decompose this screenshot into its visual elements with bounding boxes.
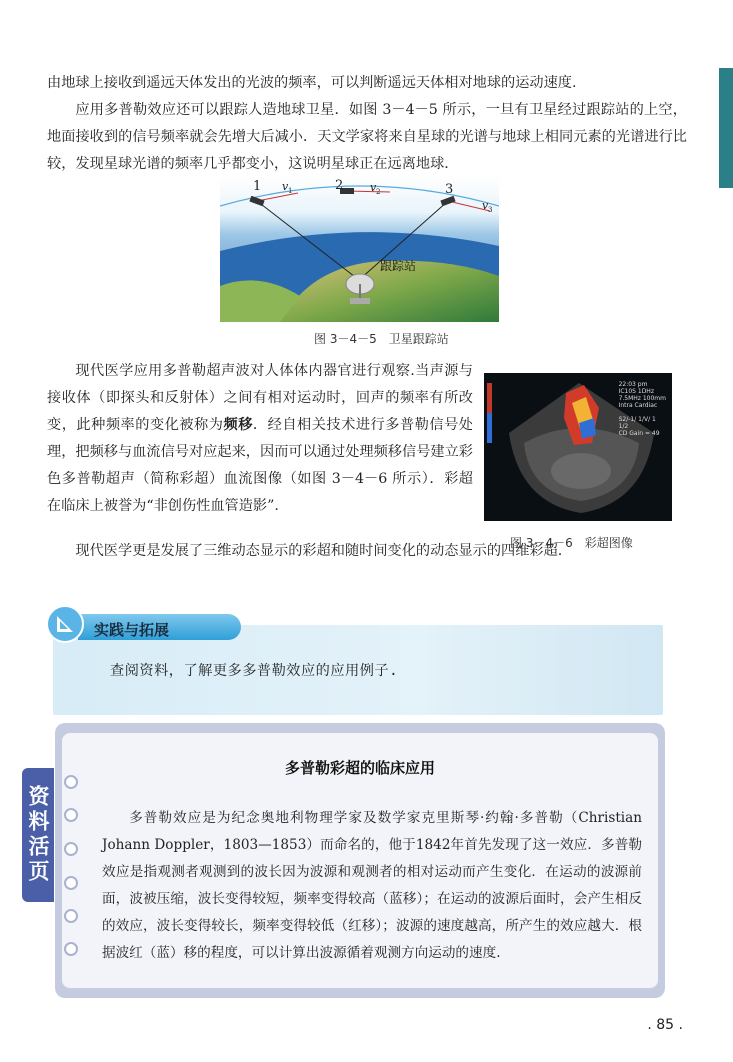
readout-line: IC10S 1DHz	[618, 388, 654, 395]
ultrasound-readout	[619, 381, 666, 437]
info-side-label: 资料活页	[22, 768, 54, 902]
binder-ring-icon	[64, 909, 78, 923]
sat-label-3: 3	[445, 182, 454, 197]
sat-label-2: 2	[335, 178, 344, 193]
velocity-label-3: v	[482, 199, 489, 212]
satellite-dish-icon	[346, 274, 374, 304]
pencil-icon	[43, 604, 87, 644]
practice-text: 查阅资料，了解更多多普勒效应的应用例子.	[110, 663, 399, 679]
velocity-label-2: v	[370, 181, 377, 194]
keyword-frequency-shift: 频移	[223, 417, 253, 433]
readout-line: CD Gain = 49	[618, 430, 660, 437]
practice-title: 实践与拓展	[94, 621, 170, 639]
chapter-side-tab	[719, 68, 733, 188]
info-text: 多普勒效应是为纪念奥地利物理学家及数学家克里斯琴·约翰·多普勒（Christian Johann Doppler，1803—1853）而命名的，他于1842年首先发现了这一效应．多普勒效应是指观测者观测到的波长因为波源和观测者的相对运动而产生变化．在运动的波源前面，波被压缩，波长变得较短，频率变得较高（蓝移）；在运动的波源后面时，会产生相反的效应，波长变得较长，频率变得较低（红移）；波源的速度越高，所产生的效应越大．根据波红（蓝）移的程度，可以计算出波源循着观测方向运动的速度.	[102, 810, 642, 961]
velocity-sub-1: 1	[288, 187, 293, 195]
page-number: . 85 .	[647, 1017, 683, 1033]
readout-line	[619, 409, 666, 416]
paragraph-1: 由地球上接收到遥远天体发出的光波的频率，可以判断遥远天体相对地球的运动速度.	[47, 75, 577, 91]
binder-ring-icon	[64, 842, 78, 856]
info-title: 多普勒彩超的临床应用	[284, 759, 435, 777]
velocity-sub-3: 3	[488, 206, 493, 214]
figure1-caption: 图 3－4－5 卫星跟踪站	[314, 332, 449, 346]
velocity-label-1: v	[282, 180, 289, 193]
chapter-side-text	[719, 205, 733, 295]
paragraph-2: 应用多普勒效应还可以跟踪人造地球卫星．如图 3－4－5 所示，一旦有卫星经过跟踪站的上空，地面接收到的信号频率就会先增大后减小．天文学家将来自星球的光谱与地球上相同元素的光谱进行比较，发现星球光谱的频率几乎都变小，这说明星球正在远离地球.	[47, 102, 687, 172]
velocity-sub-2: 2	[376, 188, 381, 196]
paragraph-4: 现代医学更是发展了三维动态显示的彩超和随时间变化的动态显示的四维彩超.	[75, 543, 563, 559]
paragraph-3-part1: 现代医学应用多普勒超声波对人体体内器官进行观察.当声源与接收体（即探头和反射体）之间有相对运动时，回声的频率有所改变，此种频率的变化被称为	[47, 363, 473, 433]
readout-line: S2/-1/ 1/V/ 1	[618, 416, 656, 423]
sat-label-1: 1	[253, 179, 262, 194]
readout-line: 22:03 pm	[618, 381, 648, 388]
figure2-caption: 图 3－4－6 彩超图像	[510, 536, 633, 550]
binder-ring-icon	[64, 876, 78, 890]
color-doppler-image	[484, 373, 672, 521]
binder-ring-icon	[64, 808, 78, 822]
station-label: 跟踪站	[380, 259, 417, 273]
paragraph-3	[47, 358, 473, 520]
paragraph-3-part2: ．经自相关技术进行多普勒信号处理，把频移与血流信号对应起来，因而可以通过处理频移信号建立彩色多普勒超声（简称彩超）血流图像（如图 3－4－6 所示）．彩超在临床上被誉为“非创伤性血管造影”.	[47, 417, 473, 514]
readout-line: 7.5MHz 100mm	[618, 395, 666, 402]
binder-ring-icon	[64, 942, 78, 956]
readout-line: Intra Cardiac	[618, 402, 658, 409]
readout-line: 1/2	[618, 423, 629, 430]
satellite-tracking-figure	[220, 176, 499, 322]
